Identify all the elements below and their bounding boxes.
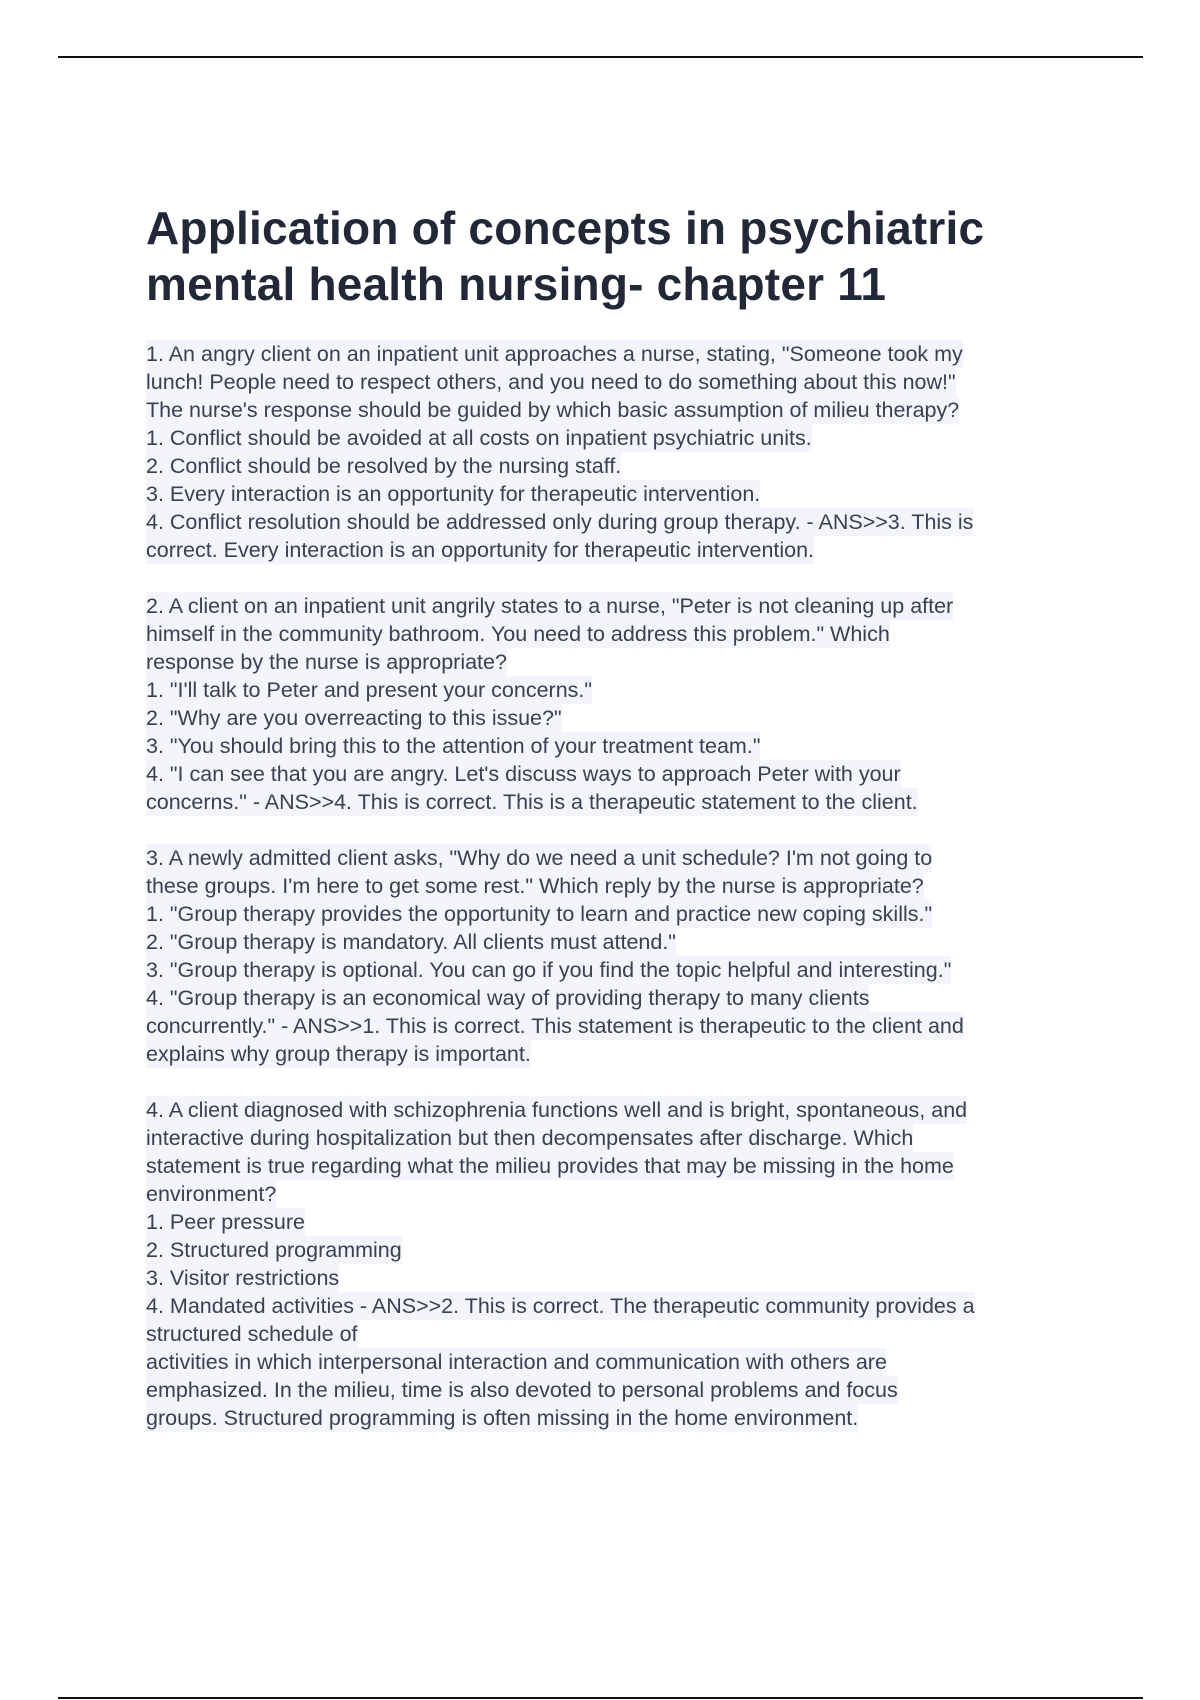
- text-line: 2. "Why are you overreacting to this issue?": [146, 706, 562, 730]
- text-line: 4. Conflict resolution should be addressed only during group therapy. - ANS>>3. This is: [146, 510, 974, 534]
- text-line: structured schedule of: [146, 1322, 358, 1346]
- text-line: correct. Every interaction is an opportunity for therapeutic intervention.: [146, 538, 815, 562]
- text-line: concerns." - ANS>>4. This is correct. This is a therapeutic statement to the client.: [146, 790, 918, 814]
- title-line-2: mental health nursing- chapter 11: [146, 258, 887, 310]
- text-line: 1. Peer pressure: [146, 1210, 305, 1234]
- text-line: 1. "I'll talk to Peter and present your concerns.": [146, 678, 593, 702]
- text-line: The nurse's response should be guided by which basic assumption of milieu therapy?: [146, 398, 960, 422]
- question-1: [146, 340, 1096, 564]
- document-page: [146, 200, 1096, 1460]
- text-line: interactive during hospitalization but then decompensates after discharge. Which: [146, 1126, 914, 1150]
- text-line: statement is true regarding what the milieu provides that may be missing in the home: [146, 1154, 954, 1178]
- text-line: these groups. I'm here to get some rest." Which reply by the nurse is appropriate?: [146, 874, 924, 898]
- text-line: 3. A newly admitted client asks, "Why do we need a unit schedule? I'm not going to: [146, 846, 933, 870]
- text-line: 2. "Group therapy is mandatory. All clients must attend.": [146, 930, 676, 954]
- text-line: 4. "I can see that you are angry. Let's discuss ways to approach Peter with your: [146, 762, 901, 786]
- text-line: lunch! People need to respect others, and you need to do something about this now!": [146, 370, 956, 394]
- question-3: [146, 844, 1096, 1068]
- document-title: [146, 200, 1096, 312]
- questions-list: [146, 340, 1096, 1432]
- text-line: 1. Conflict should be avoided at all costs on inpatient psychiatric units.: [146, 426, 812, 450]
- text-line: groups. Structured programming is often missing in the home environment.: [146, 1406, 859, 1430]
- text-line: 3. Every interaction is an opportunity for therapeutic intervention.: [146, 482, 761, 506]
- text-line: 4. Mandated activities - ANS>>2. This is correct. The therapeutic community provides a: [146, 1294, 975, 1318]
- bottom-rule: [58, 1697, 1143, 1699]
- text-line: 3. "Group therapy is optional. You can go if you find the topic helpful and interesting.": [146, 958, 952, 982]
- question-2: [146, 592, 1096, 816]
- text-line: 1. An angry client on an inpatient unit approaches a nurse, stating, "Someone took my: [146, 342, 963, 366]
- text-line: concurrently." - ANS>>1. This is correct. This statement is therapeutic to the client and: [146, 1014, 964, 1038]
- top-rule: [58, 56, 1143, 58]
- text-line: 2. Conflict should be resolved by the nursing staff.: [146, 454, 622, 478]
- text-line: environment?: [146, 1182, 277, 1206]
- text-line: 2. Structured programming: [146, 1238, 402, 1262]
- text-line: 3. Visitor restrictions: [146, 1266, 340, 1290]
- text-line: activities in which interpersonal interaction and communication with others are: [146, 1350, 887, 1374]
- text-line: response by the nurse is appropriate?: [146, 650, 507, 674]
- text-line: 2. A client on an inpatient unit angrily states to a nurse, "Peter is not cleaning up after: [146, 594, 954, 618]
- text-line: 1. "Group therapy provides the opportunity to learn and practice new coping skills.": [146, 902, 933, 926]
- question-4: [146, 1096, 1096, 1432]
- text-line: himself in the community bathroom. You need to address this problem." Which: [146, 622, 890, 646]
- text-line: 4. A client diagnosed with schizophrenia functions well and is bright, spontaneous, and: [146, 1098, 968, 1122]
- text-line: emphasized. In the milieu, time is also devoted to personal problems and focus: [146, 1378, 898, 1402]
- text-line: 4. "Group therapy is an economical way of providing therapy to many clients: [146, 986, 870, 1010]
- title-line-1: Application of concepts in psychiatric: [146, 202, 985, 254]
- text-line: explains why group therapy is important.: [146, 1042, 531, 1066]
- text-line: 3. "You should bring this to the attention of your treatment team.": [146, 734, 761, 758]
